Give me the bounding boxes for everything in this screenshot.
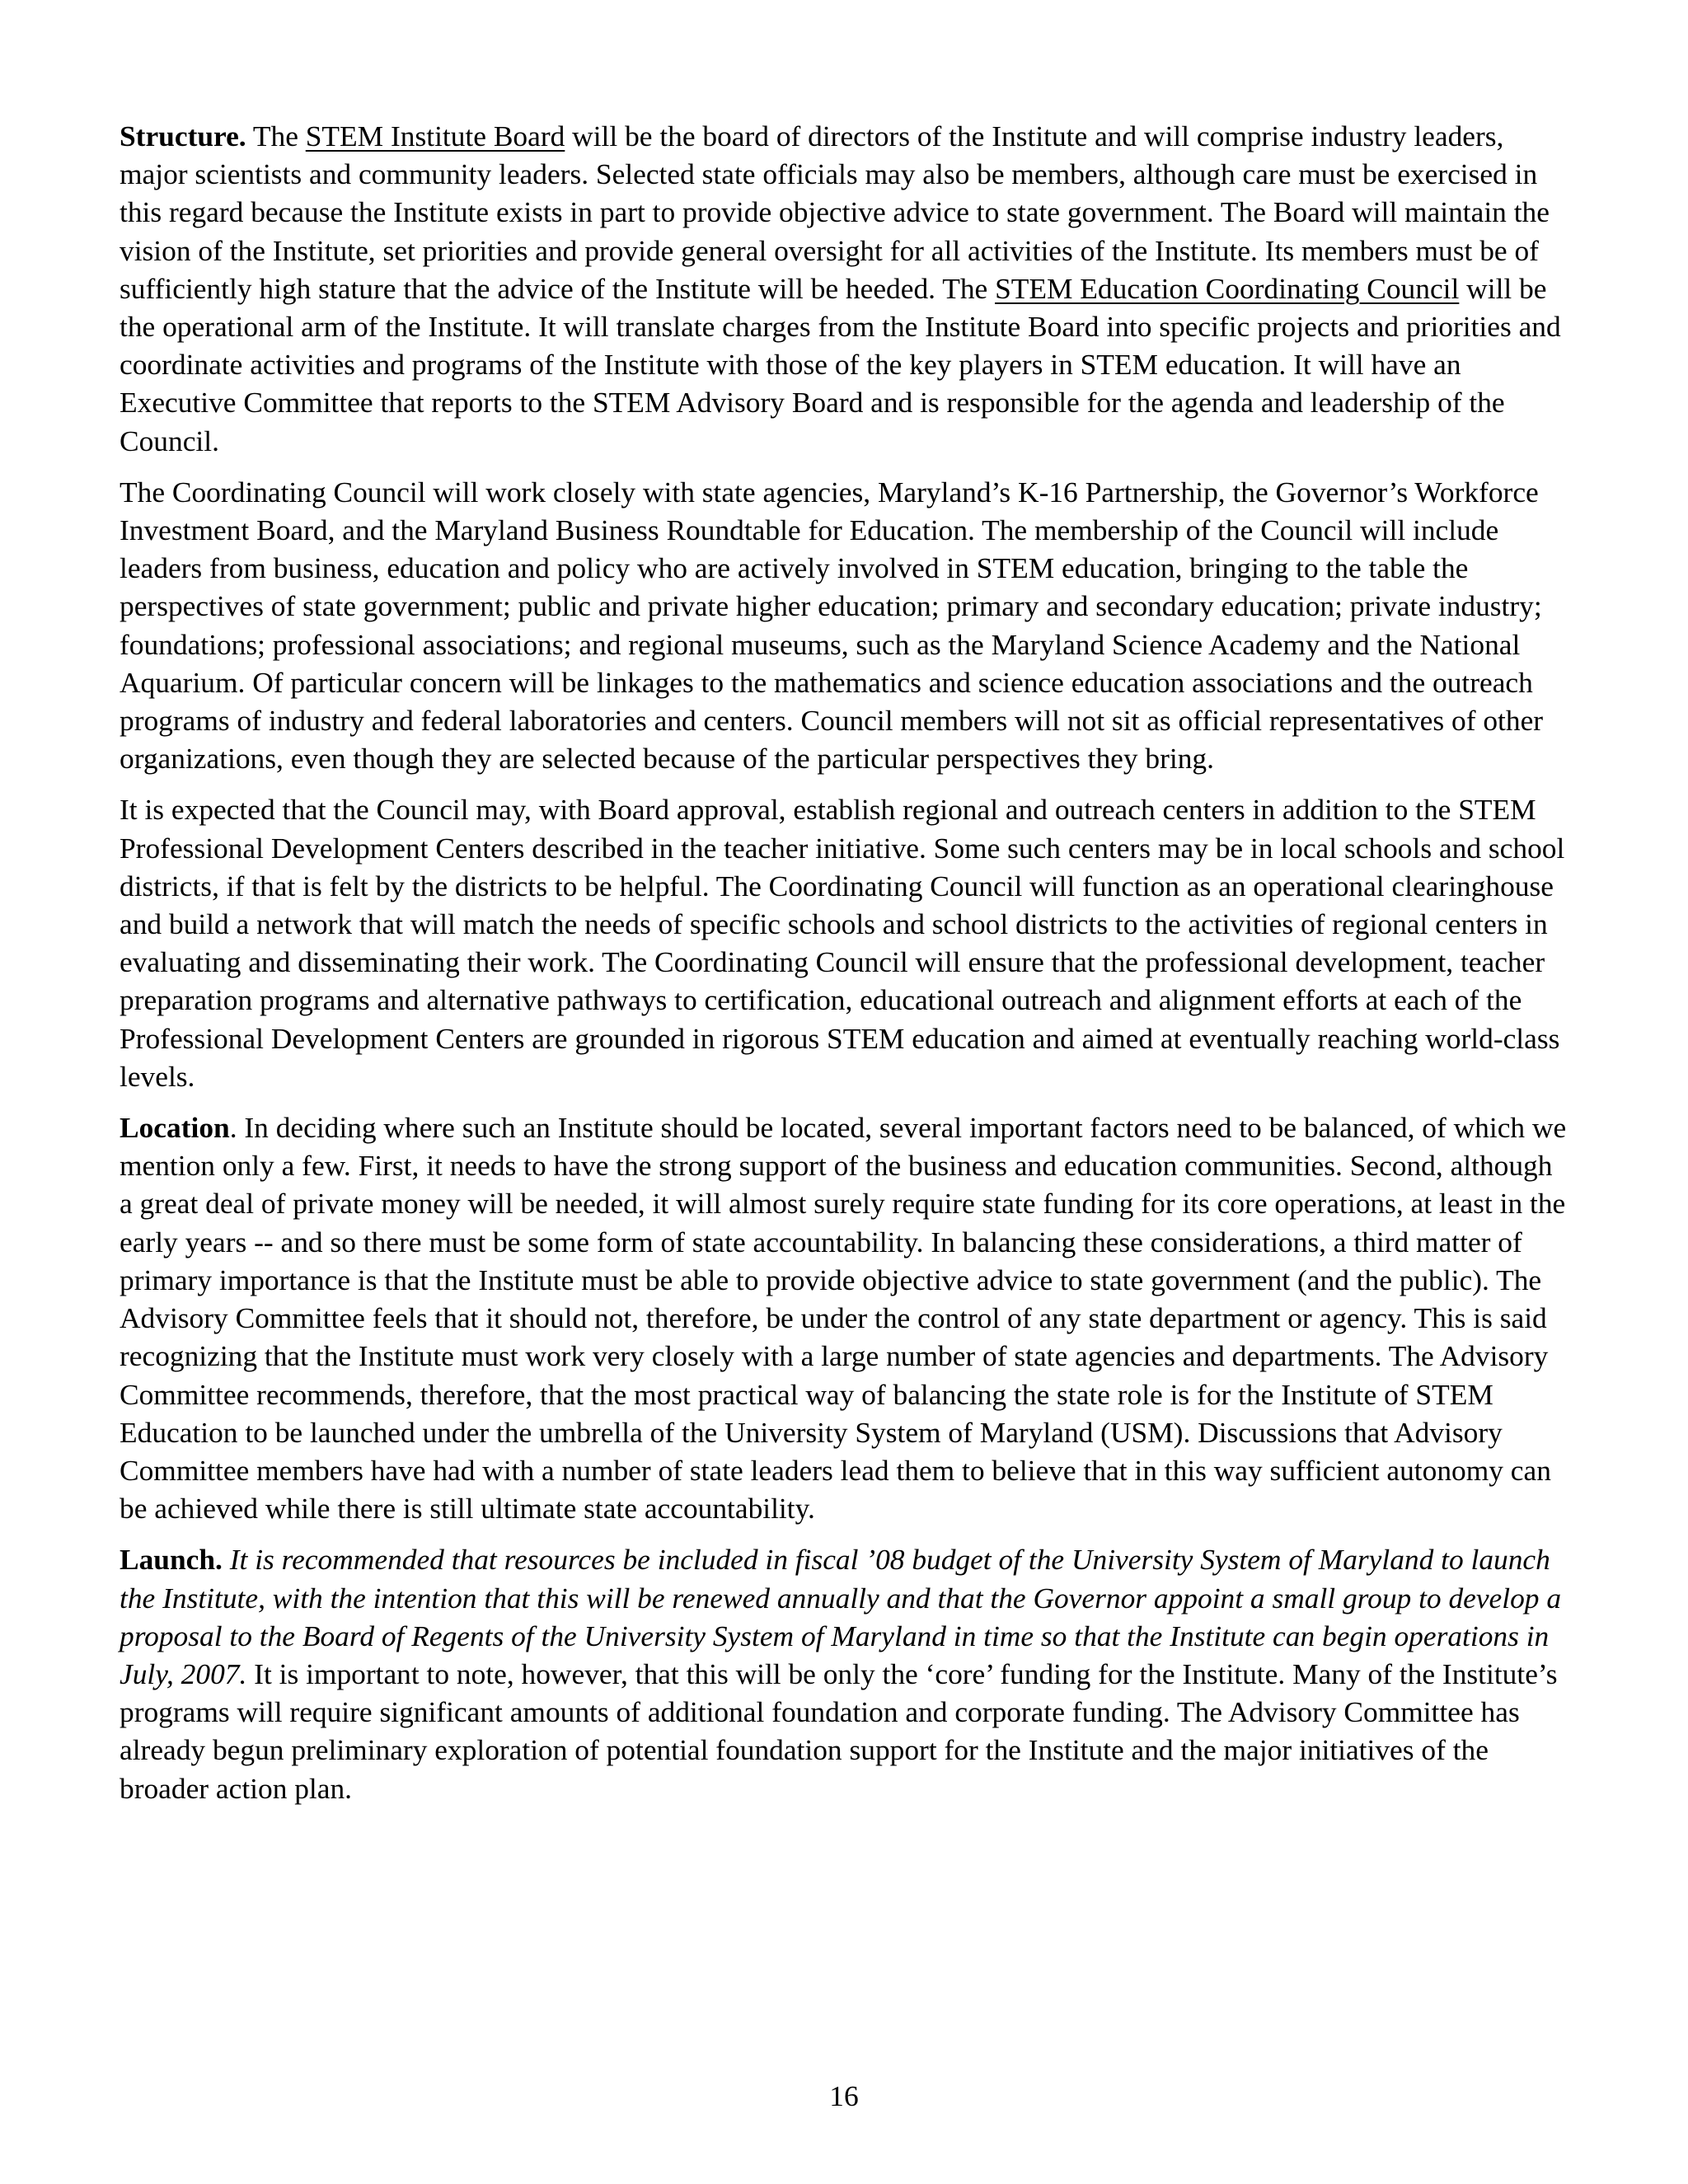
page-number: 16	[829, 2079, 859, 2112]
stem-institute-board-term: STEM Institute Board	[305, 120, 565, 152]
document-page	[120, 117, 1570, 1821]
centers-paragraph: It is expected that the Council may, with Board approval, establish regional and outreach centers in addition to the STEM Professional Development Centers described in the teacher initiative. Some such centers may be in local schools and school districts, if that is felt by the districts to be helpful. The Coordinating Council will function as an operational clearinghouse and build a network that will match the needs of specific schools and school districts to the activities of regional centers in evaluating and disseminating their work. The Coordinating Council will ensure that the professional development, teacher preparation programs and alternative pathways to certification, educational outreach and alignment efforts at each of the Professional Development Centers are grounded in rigorous STEM education and aimed at eventually reaching world-class levels.	[120, 793, 1565, 1093]
structure-text-1: The	[246, 120, 306, 152]
structure-text-3: will be the operational arm of the Institute. It will translate charges from the Institute Board into specific projects and priorities and coordinate activities and programs of the Institute with those of the key players in STEM education. It will have an Executive Committee that reports to the STEM Advisory Board and is responsible for the agenda and leadership of the Council.	[120, 271, 1561, 457]
location-body: . In deciding where such an Institute should be located, several important factors need to be balanced, of which we mention only a few. First, it needs to have the strong support of the business and education communities. Second, although a great deal of private money will be needed, it will almost surely require state funding for its core operations, at least in the early years -- and so there must be some form of state accountability. In balancing these considerations, a third matter of primary importance is that the Institute must be able to provide objective advice to state government (and the public). The Advisory Committee feels that it should not, therefore, be under the control of any state department or agency. This is said recognizing that the Institute must work very closely with a large number of state agencies and departments. The Advisory Committee recommends, therefore, that the most practical way of balancing the state role is for the Institute of STEM Education to be launched under the umbrella of the University System of Maryland (USM). Discussions that Advisory Committee members have had with a number of state leaders lead them to believe that in this way sufficient autonomy can be achieved while there is still ultimate state accountability.	[120, 1111, 1567, 1526]
structure-paragraph	[120, 117, 1570, 460]
launch-recommendation: It is recommended that resources be included in fiscal ’08 budget of the University System of Maryland to launch the Institute, with the intention that this will be renewed annually and that the Governor appoint a small group to develop a proposal to the Board of Regents of the University System of Maryland in time so that the Institute can begin operations in July, 2007.	[120, 1543, 1562, 1690]
launch-body: It is important to note, however, that this will be only the ‘core’ funding for the Institute. Many of the Institute’s programs will require significant amounts of additional foundation and corporate funding. The Advisory Committee has already begun preliminary exploration of potential foundation support for the Institute and the major initiatives of the broader action plan.	[120, 1657, 1558, 1805]
launch-heading: Launch.	[120, 1543, 223, 1577]
location-heading: Location	[120, 1111, 230, 1145]
location-paragraph	[120, 1108, 1570, 1527]
council-paragraph: The Coordinating Council will work closely with state agencies, Maryland’s K-16 Partnership, the Governor’s Workforce Investment Board, and the Maryland Business Roundtable for Education. The membership of the Council will include leaders from business, education and policy who are actively involved in STEM education, bringing to the table the perspectives of state government; public and private higher education; primary and secondary education; private industry; foundations; professional associations; and regional museums, such as the Maryland Science Academy and the National Aquarium. Of particular concern will be linkages to the mathematics and science education associations and the outreach programs of industry and federal laboratories and centers. Council members will not sit as official representatives of other organizations, even though they are selected because of the particular perspectives they bring.	[120, 475, 1544, 776]
stem-coordinating-council-term: STEM Education Coordinating Council	[995, 271, 1460, 305]
launch-paragraph	[120, 1540, 1570, 1807]
structure-heading: Structure.	[120, 120, 246, 152]
structure-text-2: will be the board of directors of the Institute and will comprise industry leaders, major scientists and community leaders. Selected state officials may also be members, although care must be exercised in this regard because the Institute exists in part to provide objective advice to state government. The Board will maintain the vision of the Institute, set priorities and provide general oversight for all activities of the Institute. Its members must be of sufficiently high stature that the advice of the Institute will be heeded. The	[120, 120, 1550, 305]
